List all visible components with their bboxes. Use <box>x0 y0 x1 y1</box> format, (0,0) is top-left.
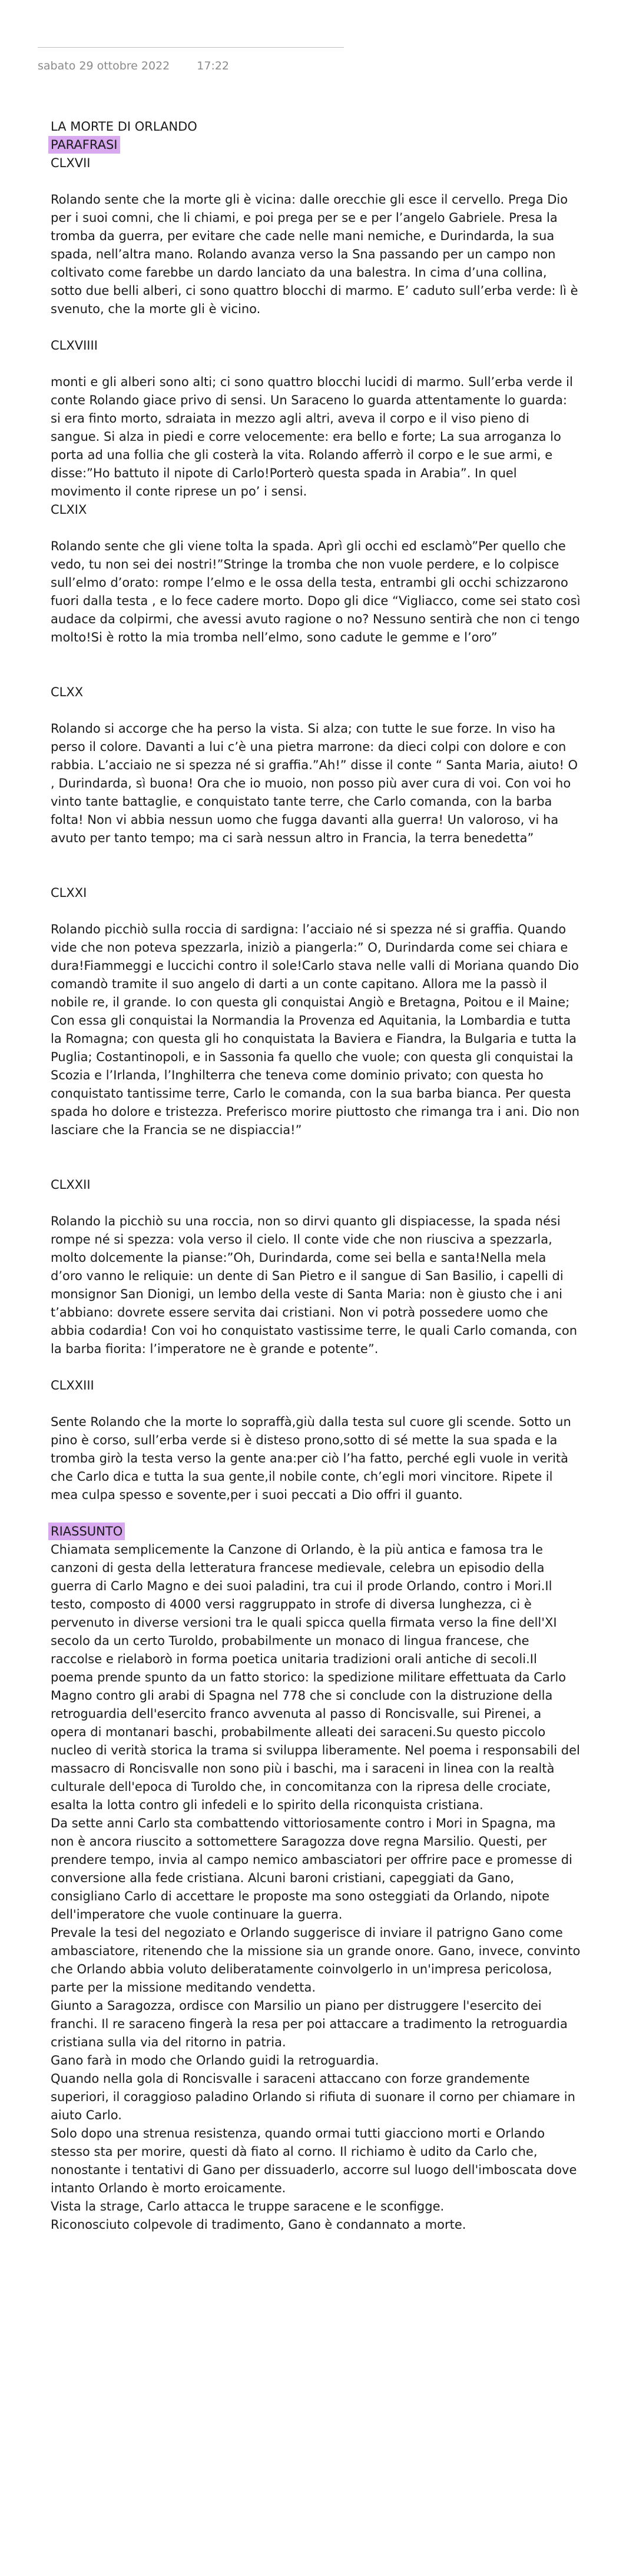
section-text: Rolando picchiò sulla roccia di sardigna: l’acciaio né si spezza né si graffia. Quando vide che non poteva spezzarla, iniziò a piangerla:” O, Durindarda come sei chiara e dura!Fiammeggi e luccichi contro il sole!Carlo stava nelle valli di Moriana quando Dio comandò tramite il suo angelo di darti a un conte capitano. Allora me la passò il nobile re, il grande. Io con questa gli conquistai Angiò e Bretagna, Poitou e il Maine; Con essa gli conquistai la Normandia la Provenza ed Aquitania, la Lombardia e tutta la Romagna; con questa gli ho conquistata la Baviera e Fiandra, la Bulgaria e tutta la Puglia; Costantinopoli, e in Sassonia fa quello che vuole; con questa gli conquistai la Scozia e l’Irlanda, l’Inghilterra che teneva come dominio privato; con questa ho conquistato tantissime terre, Carlo le comanda, con la sua barba bianca. Per questa spada ho dolore e tristezza. Preferisco morire piuttosto che rimanga tra i ani. Dio non lasciare che la Francia se ne dispiaccia!” <box>51 922 580 1137</box>
parafrasi-label: PARAFRASI <box>48 136 120 154</box>
riassunto-paragraph: Riconosciuto colpevole di tradimento, Gano è condannato a morte. <box>51 2218 466 2232</box>
riassunto-paragraph: Gano farà in modo che Orlando guidi la retroguardia. <box>51 2053 379 2068</box>
section-heading: CLXXIII <box>51 1378 94 1392</box>
section-heading: CLXVII <box>51 156 91 170</box>
riassunto-paragraph: Giunto a Saragozza, ordisce con Marsilio un piano per distruggere l'esercito dei franchi. Il re saraceno fingerà la resa per poi attaccare a tradimento la retroguardia cristiana sulla via del ritorno in patria. <box>51 1999 568 2049</box>
note-header <box>38 47 344 72</box>
section-heading: CLXXI <box>51 886 87 900</box>
section-heading: CLXIX <box>51 503 87 517</box>
section-heading: CLXX <box>51 685 84 699</box>
riassunto-paragraph: Solo dopo una strenua resistenza, quando ormai tutti giacciono morti e Orlando stesso sta per morire, questi dà fiato al corno. Il richiamo è udito da Carlo che, nonostante i tentativi di Gano per dissuaderlo, accorre sul luogo dell'imboscata dove intanto Orlando è morto eroicamente. <box>51 2126 577 2195</box>
note-time: 17:22 <box>197 59 230 72</box>
section-heading: CLXVIIII <box>51 338 98 353</box>
riassunto-paragraph: Chiamata semplicemente la Canzone di Orlando, è la più antica e famosa tra le canzoni di gesta della letteratura francese medievale, celebra un episodio della guerra di Carlo Magno e dei suoi paladini, tra cui il prode Orlando, contro i Mori.Il testo, composto di 4000 versi raggruppato in strofe di diversa lunghezza, ci è pervenuto in diverse versioni tra le quali spicca quella firmata verso la fine dell'XI secolo da un certo Turoldo, probabilmente un monaco di lingua francese, che raccolse e rielaborò in forma poetica unitaria tradizioni orali antiche di secoli.Il poema prende spunto da un fatto storico: la spedizione militare effettuata da Carlo Magno contro gli arabi di Spagna nel 778 che si conclude con la distruzione della retroguardia dell'esercito franco avvenuta al passo di Roncisvalle, sui Pirenei, a opera di montanari baschi, probabilmente alleati dei saraceni.Su questo piccolo nucleo di verità storica la trama si sviluppa liberamente. Nel poema i responsabili del massacro di Roncisvalle non sono più i baschi, ma i saraceni in linea con la realtà culturale dell'epoca di Turoldo che, in concomitanza con la ripresa delle crociate, esalta la lotta contro gli infedeli e lo spirito della riconquista cristiana. <box>51 1543 580 1812</box>
riassunto-paragraph: Prevale la tesi del negoziato e Orlando suggerisce di inviare il patrigno Gano come ambasciatore, ritenendo che la missione sia un grande onore. Gano, invece, convinto che Orlando abbia voluto deliberatamente coinvolgerlo in un'impresa pericolosa, parte per la missione meditando vendetta. <box>51 1926 581 1995</box>
riassunto-paragraph: Da sette anni Carlo sta combattendo vittoriosamente contro i Mori in Spagna, ma non è ancora riuscito a sottomettere Saragozza dove regna Marsilio. Questi, per prendere tempo, invia al campo nemico ambasciatori per offrire pace e promesse di conversione alla fede cristiana. Alcuni baroni cristiani, capeggiati da Gano, consigliano Carlo di accettare le proposte ma sono osteggiati da Orlando, nipote dell'imperatore che vuole continuare la guerra. <box>51 1816 572 1922</box>
riassunto-label: RIASSUNTO <box>48 1523 125 1540</box>
section-text: Rolando la picchiò su una roccia, non so dirvi quanto gli dispiacesse, la spada nési rompe né si spezza: vola verso il cielo. Il conte vide che non riusciva a spezzarla, molto dolcemente la pianse:”Oh, Durindarda, come sei bella e santa!Nella mela d’oro vanno le reliquie: un dente di San Pietro e il sangue di San Basilio, i capelli di monsignor San Dionigi, un lembo della veste di Santa Maria: non è giusto che i ani t’abbiano: dovrete essere servita dai cristiani. Non vi potrà possedere uomo che abbia codardia! Con voi ho conquistato vastissime terre, le quali Carlo comanda, con la barba fiorita: l’imperatore ne è grande e potente”. <box>51 1214 578 1356</box>
section-text: Rolando si accorge che ha perso la vista. Si alza; con tutte le sue forze. In viso ha perso il colore. Davanti a lui c’è una pietra marrone: da dieci colpi con dolore e con rabbia. L’acciaio ne si spezza né si graffia.”Ah!” disse il conte “ Santa Maria, aiuto! O , Durindarda, sì buona! Ora che io muoio, non posso più aver cura di voi. Con voi ho vinto tante battaglie, e conquistato tante terre, che Carlo comanda, con la barba folta! Non vi abbia nessun uomo che fugga davanti alla guerra! Un valoroso, vi ha avuto per tanto tempo; ma ci sarà nessun altro in Francia, la terra benedetta” <box>51 722 578 845</box>
note-title: LA MORTE DI ORLANDO <box>51 119 197 134</box>
riassunto-paragraph: Quando nella gola di Roncisvalle i saraceni attaccano con forze grandemente superiori, il coraggioso paladino Orlando si rifiuta di suonare il corno per chiamare in aiuto Carlo. <box>51 2072 575 2122</box>
note-body[interactable] <box>51 118 581 2234</box>
section-text: Rolando sente che gli viene tolta la spada. Aprì gli occhi ed esclamò”Per quello che vedo, tu non sei dei nostri!”Stringe la tromba che non vuole perdere, e lo colpisce sull’elmo d’orato: rompe l’elmo e le ossa della testa, entrambi gli occhi schizzarono fuori dalla testa , e lo fece cadere morto. Dopo gli dice “Vigliacco, come sei stato così audace da colpirmi, che avessi avuto ragione o no? Nessuno sentirà che non ci tengo molto!Si è rotto la mia tromba nell’elmo, sono cadute le gemme e l’oro” <box>51 539 581 644</box>
section-text: Sente Rolando che la morte lo sopraffà,giù dalla testa sul cuore gli scende. Sotto un pino è corso, sull’erba verde si è disteso prono,sotto di sé mette la sua spada e la tromba girò la testa verso la gente ana:per ciò l’ha fatto, perché egli vuole in verità che Carlo dica e tutta la sua gente,il nobile conte, ch’egli mori vincitore. Ripete il mea culpa spesso e sovente,per i suoi peccati a Dio offri il guanto. <box>51 1415 571 1502</box>
section-text: Rolando sente che la morte gli è vicina: dalle orecchie gli esce il cervello. Prega Dio per i suoi comni, che li chiami, e poi prega per se e per l’angelo Gabriele. Presa la tromba da guerra, per evitare che cade nelle mani nemiche, e Durindarda, la sua spada, nell’altra mano. Rolando avanza verso la Sna passando per un campo non coltivato come farebbe un dardo lanciato da una balestra. In cima d’una collina, sotto due belli alberi, ci sono quattro blocchi di marmo. E’ caduto sull’erba verde: lì è svenuto, che la morte gli è vicino. <box>51 192 578 316</box>
note-date: sabato 29 ottobre 2022 <box>38 59 170 72</box>
section-text: monti e gli alberi sono alti; ci sono quattro blocchi lucidi di marmo. Sull’erba verde il conte Rolando giace privo di sensi. Un Saraceno lo guarda attentamente lo guarda: si era finto morto, sdraiata in mezzo agli altri, aveva il corpo e il viso pieno di sangue. Si alza in piedi e corre velocemente: era bello e forte; La sua arroganza lo porta ad una follia che gli costerà la vita. Rolando afferrò il corpo e le sue armi, e disse:”Ho battuto il nipote di Carlo!Porterò questa spada in Arabia”. In quel movimento il conte riprese un po’ i sensi. <box>51 375 573 498</box>
section-heading: CLXXII <box>51 1178 91 1192</box>
riassunto-paragraph: Vista la strage, Carlo attacca le truppe saracene e le sconfigge. <box>51 2199 445 2213</box>
